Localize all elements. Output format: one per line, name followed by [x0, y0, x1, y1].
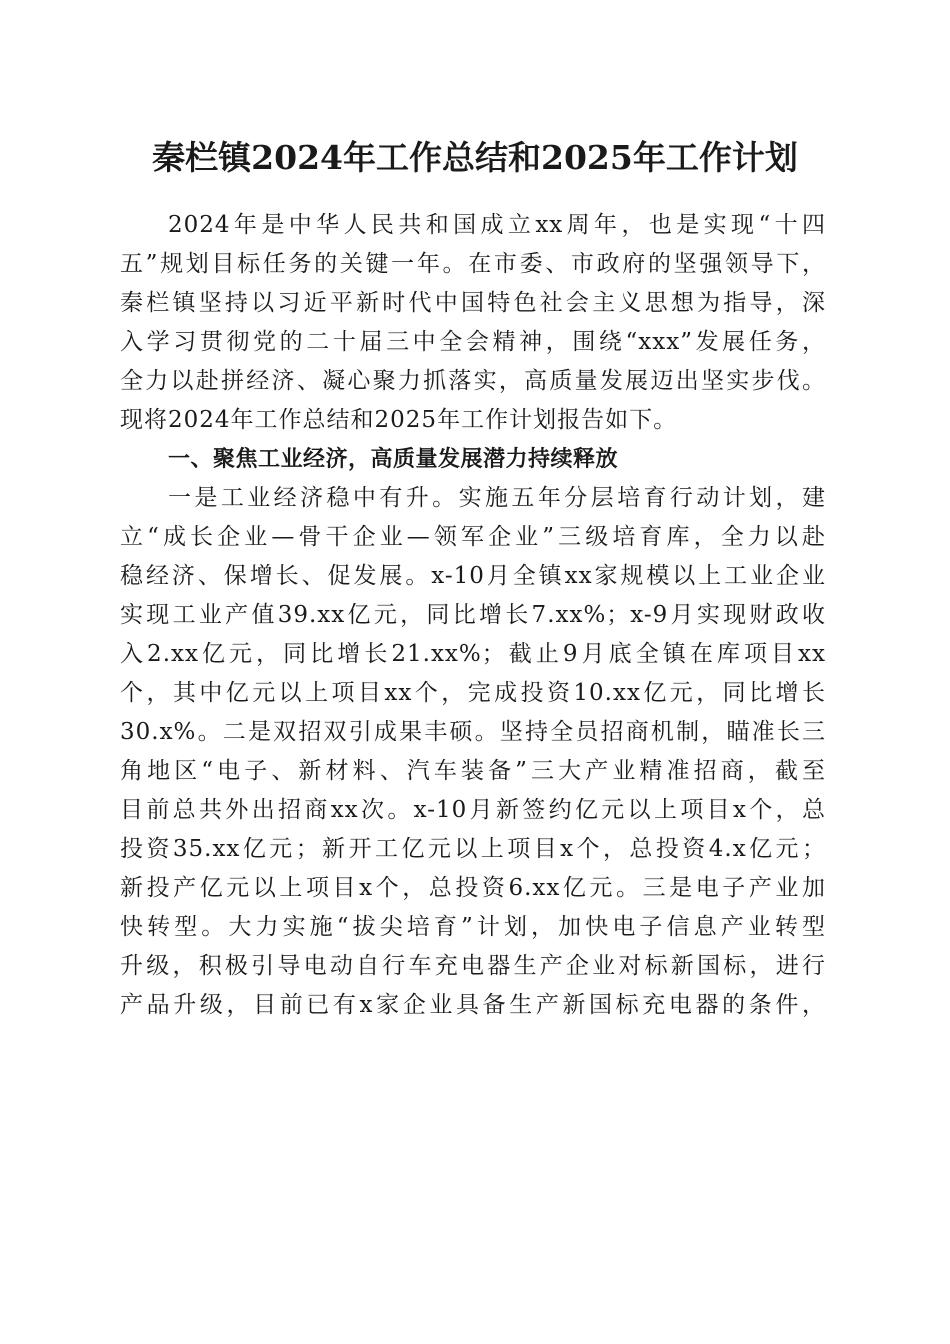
paragraph-line: 角地区“电子、新材料、汽车装备”三大产业精准招商，截至	[120, 758, 826, 784]
paragraph-line: 快转型。大力实施“拔尖培育”计划，加快电子信息产业转型	[120, 914, 826, 940]
document-title: 秦栏镇2024年工作总结和2025年工作计划	[152, 138, 798, 177]
paragraph-line: 全力以赴拼经济、凝心聚力抓落实，高质量发展迈出坚实步伐。	[120, 368, 826, 394]
paragraph-line: 2024年是中华人民共和国成立xx周年，也是实现“十四	[168, 212, 826, 238]
paragraph-line: 产品升级，目前已有x家企业具备生产新国标充电器的条件，	[120, 992, 826, 1018]
paragraph-line: 现将2024年工作总结和2025年工作计划报告如下。	[120, 407, 678, 433]
paragraph-line: 投资35.xx亿元；新开工亿元以上项目x个，总投资4.x亿元；	[120, 836, 826, 862]
paragraph-line: 实现工业产值39.xx亿元，同比增长7.xx%；x-9月实现财政收	[120, 602, 826, 628]
paragraph-line: 一是工业经济稳中有升。实施五年分层培育行动计划，建	[168, 485, 826, 511]
paragraph-line: 入2.xx亿元，同比增长21.xx%；截止9月底全镇在库项目xx	[120, 641, 826, 667]
paragraph-line: 30.x%。二是双招双引成果丰硕。坚持全员招商机制，瞄准长三	[120, 719, 826, 745]
paragraph-line: 立“成长企业—骨干企业—领军企业”三级培育库，全力以赴	[120, 524, 826, 550]
document-body	[120, 206, 826, 1025]
paragraph-line: 个，其中亿元以上项目xx个，完成投资10.xx亿元，同比增长	[120, 680, 826, 706]
paragraph-line: 稳经济、保增长、促发展。x-10月全镇xx家规模以上工业企业	[120, 563, 826, 589]
paragraph-line: 新投产亿元以上项目x个，总投资6.xx亿元。三是电子产业加	[120, 875, 826, 901]
paragraph-line: 目前总共外出招商xx次。x-10月新签约亿元以上项目x个，总	[120, 797, 826, 823]
section-heading: 一、聚焦工业经济，高质量发展潜力持续释放	[168, 447, 619, 472]
paragraph-line: 五”规划目标任务的关键一年。在市委、市政府的坚强领导下，	[120, 251, 826, 277]
paragraph-line: 入学习贯彻党的二十届三中全会精神，围绕“xxx”发展任务，	[120, 329, 826, 355]
paragraph-line: 秦栏镇坚持以习近平新时代中国特色社会主义思想为指导，深	[120, 290, 826, 316]
paragraph-line: 升级，积极引导电动自行车充电器生产企业对标新国标，进行	[120, 953, 826, 979]
